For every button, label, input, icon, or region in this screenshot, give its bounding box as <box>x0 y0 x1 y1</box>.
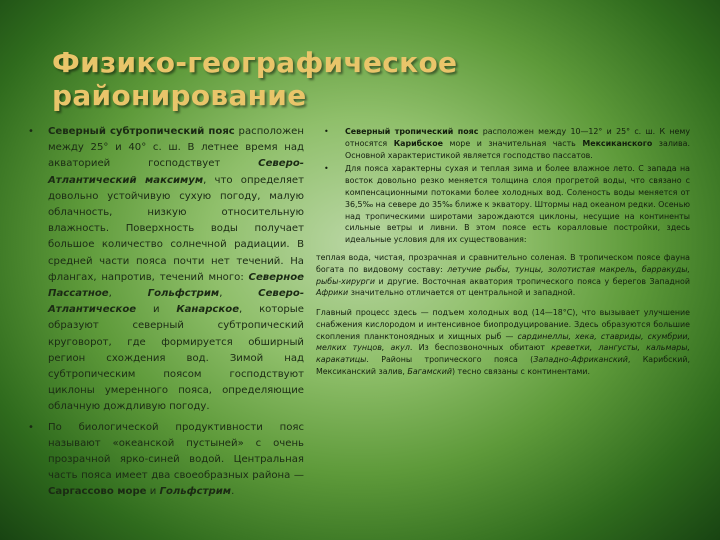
text-run: Главный процесс здесь — подъем холодных вод (14—18°С), что вызывает улучшение снабжения кислородом и интенсивное биопродуцирование. Здесь образуются большие скопления планктоноядных и хищных рыб — <box>316 308 690 341</box>
bullet-dot-icon: • <box>324 127 329 136</box>
right-bullet-item-1 <box>316 126 690 161</box>
text-run: . Районы тропического пояса ( <box>366 355 534 365</box>
current-name: Гольфстрим <box>147 288 220 300</box>
text-run: расположен между 25° и 40° с. ш. В летнее время над акваторией господствует <box>48 126 304 170</box>
text-run: залива. Основной характеристикой является господство пассатов. <box>345 138 691 160</box>
text-run: , которые образуют северный субтропический круговорот, где формируется обширный регион схождения вод. Зимой над субтропическим поясом господствуют циклоны умеренного пояса, определяющие облачную дождливую погоду. <box>48 304 304 413</box>
place-name: Африки <box>316 288 349 298</box>
text-run: , что определяет довольно устойчивую сухую погоду, малую облачность, низкую относительную влажность. Поверхность воды получает большое количество солнечной радиации. В средней части пояса почти нет течений. На флангах, напротив, течений много: <box>48 174 304 283</box>
text-run: море и значительная часть <box>443 138 583 148</box>
text-run: и <box>146 486 160 498</box>
sea-name: Карибское <box>393 138 443 148</box>
region-name: Гольфстрим <box>159 486 232 498</box>
paragraph-upwelling <box>316 307 690 378</box>
text-run: расположен между 10—12° и 25° с. ш. К нему относятся <box>345 127 690 148</box>
term: Северо-Атлантический максимум <box>48 158 304 186</box>
fish-list: сардинеллы, хека, ставриды, скумбрии, мелких тунцов, акул <box>316 331 690 353</box>
left-bullet-list <box>22 124 304 501</box>
text-run: . <box>231 486 235 498</box>
region-name: Западно-Африканский <box>533 355 628 365</box>
text-run: , <box>108 288 148 300</box>
text-run: и <box>136 304 177 316</box>
region-name: Багамский <box>407 367 452 377</box>
left-column <box>22 124 304 505</box>
text-run: , <box>219 288 259 300</box>
current-name: Северное Пассатное <box>48 271 304 300</box>
text-run: Для пояса характерны сухая и теплая зима и более влажное лето. С запада на восток довольно резко меняется толщина слоя прогретой воды, что связано с компенсационными потоками более холодных вод. Соленость воды меняется от 36,5‰ на севере до 35‰ ближе к экватору. Штормы над океаном редки. Осенью над тропическими широтами зарождаются циклоны, несущие на континенты сильные ветры и ливни. В этом поясе есть коралловые постройки, здесь идеальные условия для их существования: <box>345 164 690 245</box>
bullet-dot-icon: • <box>28 126 34 137</box>
left-bullet-item-1 <box>22 124 304 416</box>
current-name: Канарское <box>176 304 240 316</box>
text-run: , Карибский, Мексиканский залив, <box>316 355 691 377</box>
belt-name: Северный субтропический пояс <box>48 126 235 137</box>
bullet-dot-icon: • <box>28 421 34 433</box>
fish-list: летучие рыбы, тунцы, золотистая макрель, барракуды, рыбы-хирурги <box>316 264 691 286</box>
current-name: Северо-Атлантическое <box>48 288 305 316</box>
text-run: значительно отличается от центральной и западной. <box>348 288 576 298</box>
right-bullet-list <box>316 126 690 246</box>
right-bullet-item-2 <box>316 163 690 246</box>
right-column <box>316 126 690 386</box>
text-run: теплая вода, чистая, прозрачная и сравнительно соленая. В тропическом поясе фауна богата по видовому составу: <box>316 252 690 274</box>
gulf-name: Мексиканского <box>582 138 653 148</box>
text-run: ) тесно связаны с континентами. <box>451 367 591 377</box>
belt-name: Северный тропический пояс <box>345 127 479 136</box>
region-name: Саргассово море <box>48 486 147 498</box>
slide-title: Физико-географическое районирование <box>52 46 458 112</box>
text-run: и другие. Восточная акватория тропического пояса у берегов Западной <box>374 276 690 286</box>
text-run: . Из беспозвоночных обитают <box>409 343 552 353</box>
left-bullet-item-2 <box>22 420 304 501</box>
invertebrate-list: креветки, лангусты, кальмары, каракатицы <box>316 343 690 365</box>
bullet-dot-icon: • <box>324 164 329 174</box>
text-run: По биологической продуктивности пояс называют «океанской пустыней» с очень прозрачной ярко-синей водой. Центральная часть пояса имеет два своеобразных района — <box>48 421 304 482</box>
paragraph-fauna <box>316 252 690 299</box>
